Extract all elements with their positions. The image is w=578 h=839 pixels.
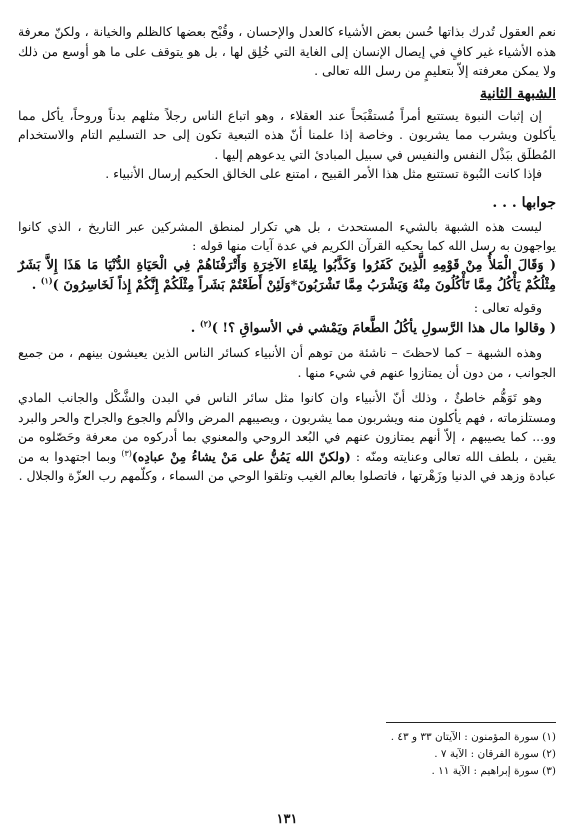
paragraph-doubt-statement: إن إثبات النبوة يستتبع أمراً مُستقْبَحاً عند العقلاء ، وهو اتباع الناس رجلاً مثلهم بدناً وروحاً، يأكل مما يأكلون ويشرب مما يشربون . وخاصة إذا علمنا أنّ هذه التبعية تكون إلى حد التسليم التام والاستخدام المُطلَق ببَذْل النفس والنفيس في سبيل المبادئ التي يدعوهم إليها . [18,107,556,162]
answer-heading: جوابها . . . [492,194,556,211]
footnote-divider [386,722,556,723]
book-page [18,22,556,839]
paragraph-answer-intro: ليست هذه الشبهة بالشيء المستحدث ، بل هي تكرار لمنطق المشركين عبر التاريخ ، الذي كانوا يواجهون به رسل الله كما يحكيه القرآن الكريم في عدة آيات منها قوله : [18,218,556,253]
paragraph-intro: نعم العقول تُدرك بذاتها حُسن بعض الأشياء كالعدل والإحسان ، وقُبْح بعضها كالظلم والخيانة ، ولكنّ معرفة هذه الأشياء غير كافٍ في إيصال الإنسان إلى الغاية التي خُلِق لها ، بل هو يتوقف على ما هو أوسع من ذلك ولا يمكن معرفته إلاّ بتعليمٍ من رسل الله تعالى . [18,24,556,78]
quran-quote-2-text: ( وقالوا مال هذا الرَّسولِ يأكُلُ الطَّعامَ ويَمْشي في الأسواقِ ؟! ) [211,321,556,336]
footnote-2: (٢) سورة الفرقان : الآية ٧ . [434,748,556,760]
footnote-ref-3: (٣) [121,448,132,458]
quran-quote-1-text: ( وَقَالَ الْمَلأُ مِنْ قَوْمِهِ الَّذِينَ كَفَرُوا وَكَذَّبُوا بِلِقَاءِ الآخِرَةِ وَأَتْرَفْنَاهُمْ فِي الْحَيَاةِ الدُّنْيَا مَا هَذَا إِلاَّ بَشَرٌ مِثْلُكُمْ يَأْكُلُ مِمَّا تَأْكُلُونَ مِنْهُ وَيَشْرَبُ مِمَّا تَشْرَبُونَ*وَلَئِنْ أَطَعْتُمْ بَشَراً مِثْلَكُمْ إِنَّكُمْ إِذاً لَخَاسِرُونَ ) [18,257,556,293]
section-heading-wrap [18,83,556,104]
footnote-1: (١) سورة المؤمنون : الآيتان ٣٣ و ٤٣ . [390,731,556,743]
footnote-3: (٣) سورة إبراهيم : الآية ١١ . [431,765,556,777]
quran-quote-1: ( وَقَالَ الْمَلأُ مِنْ قَوْمِهِ الَّذِينَ كَفَرُوا وَكَذَّبُوا بِلِقَاءِ الآخِرَةِ وَأَتْرَفْنَاهُمْ فِي الْحَيَاةِ الدُّنْيَا مَا هَذَا إِلاَّ بَشَرٌ مِثْلُكُمْ يَأْكُلُ مِمَّا تَأْكُلُونَ مِنْهُ وَيَشْرَبُ مِمَّا تَشْرَبُونَ*وَلَئِنْ أَطَعْتُمْ بَشَراً مِثْلَكُمْ إِنَّكُمْ إِذاً لَخَاسِرُونَ )$^{(١)}$ . [18,257,556,293]
paragraph-rebuttal [18,388,556,486]
section-heading-second-doubt: الشبهة الثانية [480,85,556,102]
quran-quote-3: (ولكنّ الله يَمُنُّ على مَنْ يشاءُ مِنْ عبادِه) [131,448,351,464]
footnotes-section [18,722,556,780]
paragraph-doubt-origin: وهذه الشبهة – كما لاحظتَ – ناشئة من توهم أن الأنبياء كسائر الناس الذين يعيشون بينهم ، من جميع الجوانب ، من دون أن يمتازوا عنهم في شيء منها . [18,345,556,380]
footnote-ref-1: (١) [40,275,53,286]
quran-quote-2: ( وقالوا مال هذا الرَّسولِ يأكُلُ الطَّعامَ ويَمْشي في الأسواقِ ؟! )$^{(٢)}$ . [190,318,556,336]
paragraph-doubt-conclusion: فإذا كانت النُبوة تستتبع مثل هذا الأمر القبيح ، امتنع على الخالق الحكيم إرسال الأنبياء . [105,166,542,181]
paragraph-and-his-saying: وقوله تعالى : [473,299,542,315]
answer-heading-wrap [18,192,556,213]
paragraph-rebuttal-part-b: وبما اجتهدوا به من عبادة وزهد في الدنيا وزَهْرتها ، فاتصلوا بعالم الغيب وتلقوا الوحي من السماء ، وكلّمهم رب العزّة والجلال . [18,448,556,483]
page-number: ١٣١ [276,812,298,827]
footnote-ref-2: (٢) [199,318,212,329]
paragraph-rebuttal-part-a: وهو تَوَهُّم خاطئٌ ، وذلك أنّ الأنبياء وان كانوا مثل سائر الناس في البدن والشَّكْل والجانب المادي ومستلزماته ، فهم يأكلون منه ويشربون مما يشربون ، ويصيبهم المرض والألم والجوع والجراح والحر والبرد وو... كما يصيبهم ، إلاّ أنهم يمتازون عنهم في البُعد الروحي والمعنوي بما أدركوه من معرفة وحَصّلوه من يقين ، بلطف الله تعالى وعنايته ومنّه : [18,390,556,464]
